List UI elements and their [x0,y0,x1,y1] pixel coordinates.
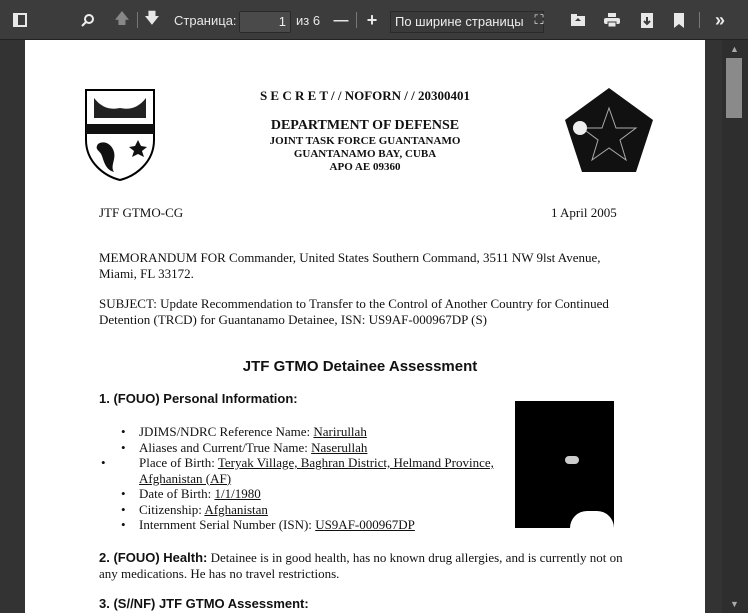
document-viewer[interactable] [0,40,722,613]
open-file-icon[interactable] [568,10,588,30]
arrow-up-icon[interactable]: 🡅 [114,9,130,27]
memo-date: 1 April 2005 [551,205,617,220]
sidebar-toggle-icon[interactable] [10,10,30,30]
personal-info-list [119,424,499,533]
list-item: • Date of Birth: 1/1/1980 [119,486,499,502]
plus-icon: + [366,9,378,30]
download-icon[interactable] [637,10,657,30]
bookmark-icon[interactable] [671,10,687,30]
print-icon[interactable] [602,10,622,30]
zoom-select[interactable]: По ширине страницы [390,11,544,33]
pdf-page [25,40,705,613]
office-code: JTF GTMO-CG [99,205,184,220]
subject-line: SUBJECT: Update Recommendation to Transfer to the Control of Another Country for Continued Detention (TRCD) for Guantanamo Detainee, ISN: US9AF-000967DP (S) [99,296,609,327]
vertical-scrollbar[interactable] [722,40,748,613]
section-3-heading: 3. (S//NF) JTF GTMO Assessment: [99,596,309,611]
memorandum-for: MEMORANDUM FOR Commander, United States Southern Command, 3511 NW 9lst Avenue, Miami, FL 33172. [99,250,601,281]
pdf-toolbar [0,0,748,40]
page-label: Страница: [174,12,237,28]
list-item: • Internment Serial Number (ISN): US9AF-000967DP [119,517,499,533]
list-item: • JDIMS/NDRC Reference Name: Narirullah [119,424,499,440]
page-number-input[interactable]: 1 [239,11,291,33]
jtf-heading: JOINT TASK FORCE GUANTANAMO [269,135,461,147]
scroll-down-icon[interactable]: ▼ [730,599,739,609]
more-tools-icon[interactable]: » [714,9,725,30]
list-item: • Citizenship: Afghanistan [119,502,499,518]
page-total: из 6 [296,12,321,28]
fullscreen-icon[interactable]: ⛶ [534,12,544,27]
list-item: • Aliases and Current/True Name: Naserullah [119,440,499,456]
arrow-down-icon[interactable]: 🡇 [144,9,160,27]
document-title: JTF GTMO Detainee Assessment [242,358,478,375]
apo-heading: APO AE 09360 [329,161,401,173]
department-heading: DEPARTMENT OF DEFENSE [270,118,460,133]
zoom-out-button[interactable] [333,10,349,30]
minus-icon: — [333,11,349,29]
search-icon[interactable] [78,10,98,30]
list-item: • Place of Birth: Teryak Village, Baghran District, Helmand Province, Afghanistan (AF) [99,455,499,486]
detainee-photo [515,401,614,528]
section-1-heading: 1. (FOUO) Personal Information: [99,391,298,406]
location-heading: GUANTANAMO BAY, CUBA [293,148,437,160]
zoom-in-button[interactable] [364,10,380,30]
scrollbar-thumb[interactable] [726,58,742,118]
classification-marking: S E C R E T / / NOFORN / / 20300401 [259,88,471,103]
section-2: 2. (FOUO) Health: Detainee is in good health, has no known drug allergies, and is currently not on any medications. He has no travel restrictions. [99,550,623,581]
scroll-up-icon[interactable]: ▲ [730,44,739,54]
